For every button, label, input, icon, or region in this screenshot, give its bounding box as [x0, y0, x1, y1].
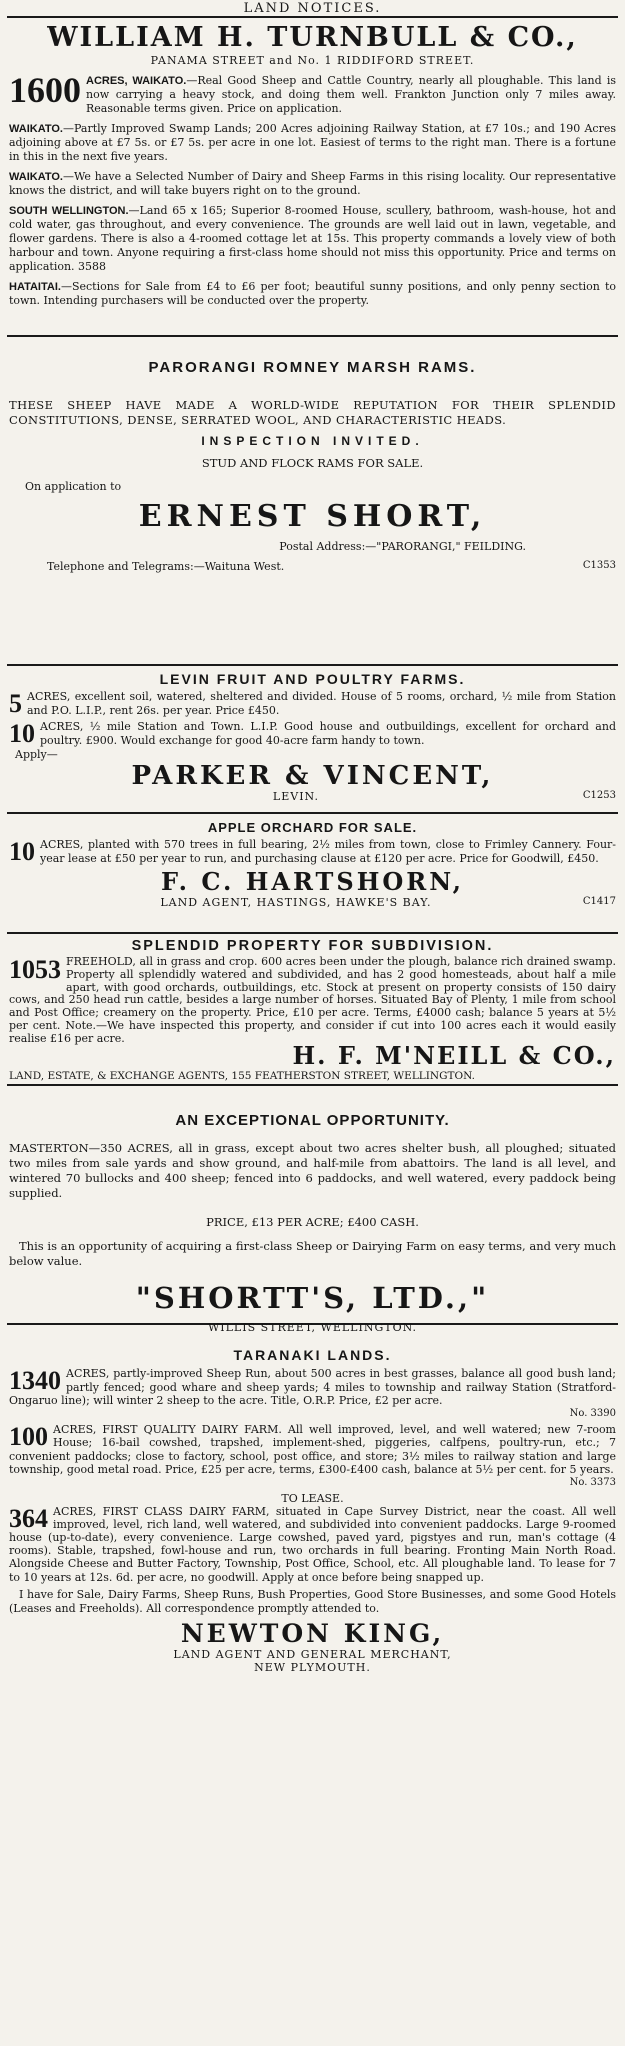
ad-ref: C1353 [582, 560, 616, 571]
listing-text: ACRES, planted with 570 trees in full bearing, 2½ miles from town, close to Frimley Cannery. Four-year lease at £50 per year to run, and purchasing clause at £120 per acre. Price for Goodwill, £450. [40, 838, 616, 865]
acreage-number: 5 [9, 689, 22, 718]
hartshorn-role: LAND AGENT, HASTINGS, HAWKE'S BAY. [160, 896, 432, 909]
parorangi-ad [7, 335, 618, 664]
listing-ref: No. 3373 [569, 1476, 616, 1488]
parker-vincent-firm: PARKER & VINCENT, [131, 761, 494, 791]
levin-place: LEVIN. [272, 790, 319, 803]
newton-king-role: LAND AGENT AND GENERAL MERCHANT, [173, 1647, 452, 1661]
turnbull-ad [7, 16, 618, 335]
levin-ad [7, 664, 618, 812]
shortts-address: WILLIS STREET, WELLINGTON. [207, 1321, 418, 1334]
listing-heading: WAIKATO. [9, 171, 63, 183]
postal-address: Postal Address:—"PARORANGI," FEILDING. [279, 540, 526, 553]
exceptional-text: MASTERTON—350 ACRES, all in grass, except about two acres shelter bush, all ploughed; situated two miles from sale yards and show ground, and half-mile from abattoirs. The land is all level, and wintered 70 bullocks and 400 sheep; fenced into 6 paddocks, and well watered, every paddock being supplied. [9, 1141, 616, 1200]
listing-text: —We have a Selected Number of Dairy and Sheep Farms in this rising locality. Our representative knows the district, and will take buyers right on to the ground. [9, 170, 616, 197]
listing-text: ACRES, FIRST QUALITY DAIRY FARM. All well improved, level, and well watered; new 7-room House; 16-bail cowshed, trapshed, implement-shed, piggeries, calfpens, poultry-run, etc.; 7 convenient paddocks; close to factory, school, post office, and store; 3½ miles to railway station and large township, good metal road. Price, £25 per acre, terms, £300-£400 cash, balance at 5½ per cent. for 5 years. [9, 1422, 616, 1476]
turnbull-address: PANAMA STREET and No. 1 RIDDIFORD STREET. [150, 54, 475, 67]
ernest-short-name: ERNEST SHORT, [138, 499, 487, 534]
inspection-invited: INSPECTION INVITED. [201, 434, 424, 448]
listing-text: —Partly Improved Swamp Lands; 200 Acres adjoining Railway Station, at £7 10s.; and 190 Acres adjoining above at £7 5s. or £7 5s. per acre in one lot. Easiest of terms to the right man. There is a fortune in this in the next five years. [9, 122, 616, 163]
exceptional-title: AN EXCEPTIONAL OPPORTUNITY. [175, 1112, 450, 1129]
levin-item-5 [9, 690, 616, 718]
acreage-number: 10 [9, 719, 35, 748]
exceptional-price: PRICE, £13 PER ACRE; £400 CASH. [206, 1215, 419, 1229]
apply-label: Apply— [15, 748, 58, 761]
parorangi-text: THESE SHEEP HAVE MADE A WORLD-WIDE REPUTATION FOR THEIR SPLENDID CONSTITUTIONS, DENSE, SERRATED WOOL, AND CHARACTERISTIC HEADS. [9, 398, 616, 427]
taranaki-item-364 [9, 1505, 616, 1584]
apple-listing [9, 838, 616, 866]
listing-text: —Land 65 x 165; Superior 8-roomed House, scullery, bathroom, wash-house, hot and cold water, gas throughout, and every convenience. The grounds are well laid out in lawn, vegetable, and flower gardens. There is also a 4-roomed cottage let at 15s. This property commands a lovely view of both harbour and town. Anyone requiring a first-class home should not miss this opportunity. Price and terms on application. 3588 [9, 204, 616, 273]
telephone: Telephone and Telegrams:—Waituna West. [47, 560, 285, 573]
section-header: LAND NOTICES. [243, 1, 382, 16]
turnbull-firm: WILLIAM H. TURNBULL & CO., [47, 22, 578, 53]
listing-text: ACRES, FIRST CLASS DAIRY FARM, situated in Cape Survey District, near the coast. All well improved, level, rich land, well watered, and subdivided into convenient paddocks. Large 9-roomed house (up-to-date), every convenience. Large cowshed, paved yard, pigstyes and run, man's cottage (4 rooms). Stable, trapshed, fowl-house and run, two orchards in full bearing. Fronting Main North Road. Alongside Cheese and Butter Factory, Township, Post Office, School, etc. All ploughable land. To lease for 7 to 10 years at 12s. 6d. per acre, no goodwill. Apply at once before being snapped up. [9, 1504, 616, 1584]
listing-waikato-farms [9, 170, 616, 198]
listing-heading: HATAITAI. [9, 281, 61, 293]
listing-text: —Sections for Sale from £4 to £6 per foot; beautiful sunny positions, and only penny section to town. Intending purchasers will be conducted over the property. [9, 280, 616, 307]
apple-orchard-ad [7, 812, 618, 932]
levin-title: LEVIN FRUIT AND POULTRY FARMS. [159, 671, 466, 687]
taranaki-title: TARANAKI LANDS. [233, 1347, 392, 1363]
listing-heading: ACRES, WAIKATO. [86, 75, 187, 87]
hartshorn-name: F. C. HARTSHORN, [160, 867, 465, 896]
acreage-number: 10 [9, 837, 35, 866]
parorangi-title: PARORANGI ROMNEY MARSH RAMS. [148, 359, 477, 376]
splendid-listing [9, 956, 616, 1046]
listing-text: ACRES, excellent soil, watered, sheltered and divided. House of 5 rooms, orchard, ½ mile from Station and P.O. L.I.P., rent 26s. per year. Price £450. [27, 690, 616, 717]
listing-heading: SOUTH WELLINGTON. [9, 205, 129, 217]
listing-hataitai [9, 280, 616, 308]
exceptional-ad [7, 1084, 618, 1334]
levin-item-10 [9, 720, 616, 748]
splendid-property-ad [7, 932, 618, 1084]
newton-king-place: NEW PLYMOUTH. [254, 1660, 371, 1674]
stud-rams: STUD AND FLOCK RAMS FOR SALE. [201, 456, 424, 470]
listing-ref: No. 3390 [569, 1407, 616, 1419]
acreage-number: 1053 [9, 955, 61, 984]
acreage-number: 364 [9, 1503, 48, 1533]
mcneill-firm: H. F. M'NEILL & CO., [292, 1040, 616, 1070]
taranaki-item-100 [9, 1423, 616, 1477]
acreage-number: 1600 [9, 70, 81, 110]
exceptional-note: This is an opportunity of acquiring a first-class Sheep or Dairying Farm on easy terms, and very much below value. [9, 1239, 616, 1268]
listing-text: FREEHOLD, all in grass and crop. 600 acres been under the plough, balance rich drained swamp. Property all splendidly watered and subdivided, and has 2 good homesteads, about half a mile apart, with good orchards, outbuildings, etc. Stock at present on property consists of 150 dairy cows, and 250 head run cattle, besides a large number of horses. Situated Bay of Plenty, 1 mile from school and Post Office; creamery on the property. Price, £10 per acre. Terms, £4000 cash; balance 5 years at 5½ per cent. Note.—We have inspected this property, and consider if cut into 100 acres each it would easily realise £16 per acre. [9, 955, 616, 1045]
listing-text: —Real Good Sheep and Cattle Country, nearly all ploughable. This land is now carrying a heavy stock, and doing them well. Frankton Junction only 7 miles away. Reasonable terms given. Price on application. [86, 74, 616, 115]
mcneill-address: LAND, ESTATE, & EXCHANGE AGENTS, 155 FEATHERSTON STREET, WELLINGTON. [9, 1069, 475, 1082]
splendid-title: SPLENDID PROPERTY FOR SUBDIVISION. [131, 938, 494, 954]
parorangi-footer [9, 560, 616, 574]
to-lease: TO LEASE. [281, 1491, 344, 1505]
listing-text: ACRES, partly-improved Sheep Run, about 500 acres in best grasses, balance all good bush land; partly fenced; good whare and sheep yards; 4 miles to township and railway Station (Stratford-Ongaruo line); will winter 2 sheep to the acre. Title, O.R.P. Price, £2 per acre. [9, 1367, 616, 1407]
ad-ref: C1417 [582, 896, 616, 907]
listing-text: ACRES, ½ mile Station and Town. L.I.P. Good house and outbuildings, excellent for orchard and poultry. £900. Would exchange for good 40-acre farm handy to town. [40, 720, 616, 747]
shortts-firm: "SHORTT'S, LTD.," [135, 1281, 490, 1315]
acreage-number: 100 [9, 1421, 48, 1451]
ad-ref: C1253 [582, 790, 616, 801]
apply-label: On application to [25, 480, 122, 493]
listing-waikato-swamp [9, 122, 616, 164]
listing-heading: WAIKATO. [9, 123, 63, 135]
taranaki-ad [7, 1323, 618, 1713]
listing-waikato-1600 [9, 70, 616, 116]
newspaper-page [7, 0, 618, 2040]
apple-title: APPLE ORCHARD FOR SALE. [207, 820, 418, 835]
newton-king-firm: NEWTON KING, [180, 1618, 445, 1648]
apple-footer [9, 896, 616, 909]
acreage-number: 1340 [9, 1366, 61, 1395]
listing-south-wellington [9, 204, 616, 274]
taranaki-note: I have for Sale, Dairy Farms, Sheep Runs, Bush Properties, Good Store Businesses, and some Good Hotels (Leases and Freeholds). All correspondence promptly attended to. [9, 1587, 616, 1615]
taranaki-item-1340 [9, 1367, 616, 1408]
levin-footer [9, 790, 616, 803]
